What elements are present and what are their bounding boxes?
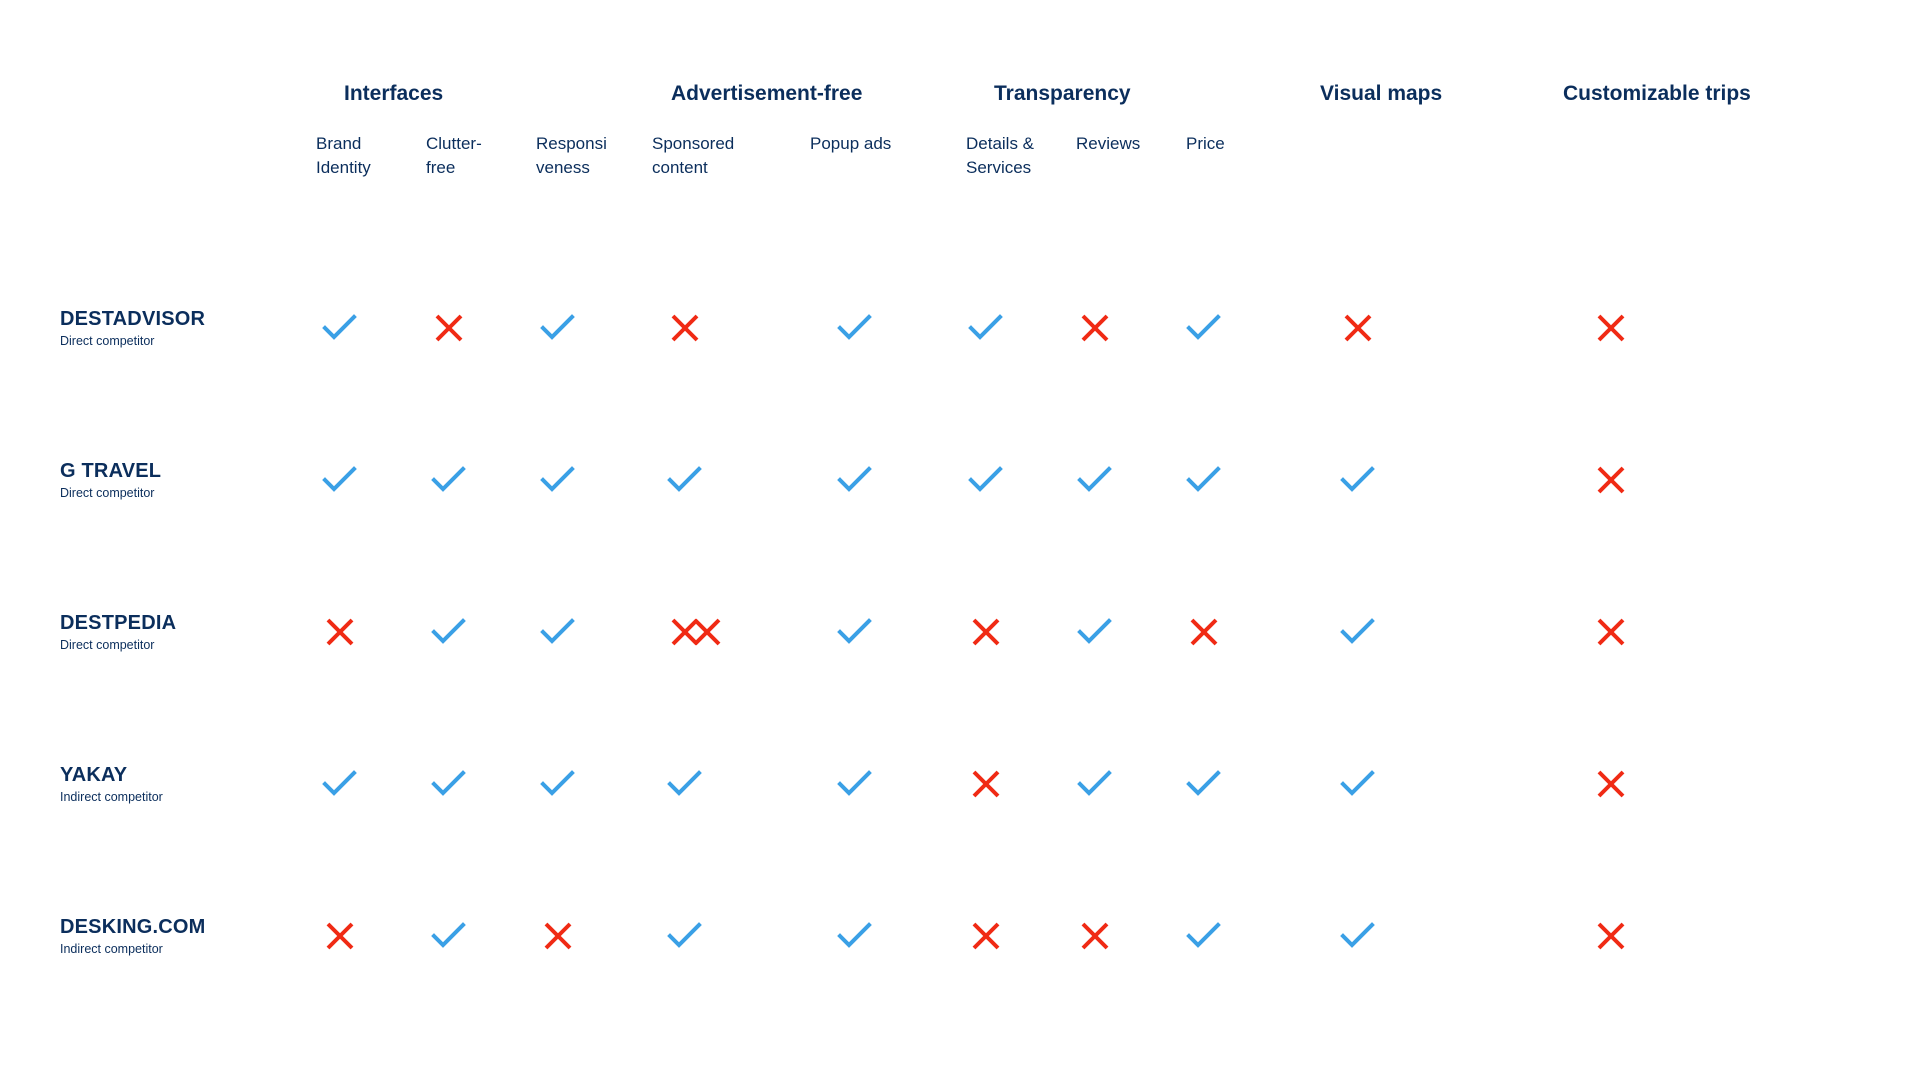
row-name: DESTPEDIA (60, 612, 177, 634)
cross-icon (320, 612, 360, 652)
row-label-g-travel (60, 460, 161, 500)
cross-icon (1075, 916, 1115, 956)
check-icon (538, 764, 578, 804)
row-type: Direct competitor (60, 334, 155, 348)
row-name: DESKING.COM (60, 916, 206, 938)
cross-icon (1591, 764, 1631, 804)
cross-icon (320, 916, 360, 956)
cross-icon (966, 612, 1006, 652)
row-name: YAKAY (60, 764, 128, 786)
check-icon (1075, 460, 1115, 500)
cross-icon (1591, 612, 1631, 652)
row-label-destpedia (60, 612, 176, 652)
check-icon (835, 764, 875, 804)
check-icon (835, 308, 875, 348)
check-icon (665, 460, 705, 500)
check-icon (538, 460, 578, 500)
group-header-interfaces: Interfaces (344, 82, 444, 105)
check-icon (320, 764, 360, 804)
check-icon (538, 612, 578, 652)
check-icon (966, 308, 1006, 348)
row-label-destadvisor (60, 308, 205, 348)
subheader-popup-ads: Popup ads (810, 134, 892, 153)
group-header-advertisement-free: Advertisement-free (671, 82, 863, 105)
subheader-clutter-free: Clutter- free (426, 134, 482, 177)
row-type: Direct competitor (60, 638, 155, 652)
check-icon (1338, 916, 1378, 956)
check-icon (1075, 764, 1115, 804)
check-icon (1184, 764, 1224, 804)
subheader-brand-identity: Brand Identity (316, 134, 371, 177)
cross-icon (966, 916, 1006, 956)
check-icon (320, 460, 360, 500)
check-icon (835, 460, 875, 500)
check-icon (665, 764, 705, 804)
cross-icon (665, 308, 705, 348)
check-icon (1338, 612, 1378, 652)
subheader-price: Price (1186, 134, 1225, 153)
check-icon (538, 308, 578, 348)
check-icon (1184, 308, 1224, 348)
group-header-visual-maps: Visual maps (1320, 82, 1443, 105)
check-icon (429, 916, 469, 956)
cross-icon (1075, 308, 1115, 348)
group-header-customizable-trips: Customizable trips (1563, 82, 1751, 105)
row-label-yakay (60, 764, 163, 804)
cross-icon (1338, 308, 1378, 348)
subheader-sponsored-content: Sponsored content (652, 134, 735, 177)
row-type: Indirect competitor (60, 942, 163, 956)
row-label-desking (60, 916, 206, 956)
check-icon (1184, 916, 1224, 956)
check-icon (665, 916, 705, 956)
cross-icon (687, 612, 727, 652)
cross-icon (1591, 916, 1631, 956)
cross-icon (1184, 612, 1224, 652)
row-name: G TRAVEL (60, 460, 162, 482)
check-icon (835, 612, 875, 652)
check-icon (429, 764, 469, 804)
subheader-responsiveness: Responsi veness (536, 134, 607, 177)
check-icon (1075, 612, 1115, 652)
cross-icon (966, 764, 1006, 804)
check-icon (1338, 764, 1378, 804)
row-type: Indirect competitor (60, 790, 163, 804)
check-icon (429, 612, 469, 652)
cross-icon (429, 308, 469, 348)
row-name: DESTADVISOR (60, 308, 206, 330)
cross-icon (538, 916, 578, 956)
row-type: Direct competitor (60, 486, 155, 500)
subheader-reviews: Reviews (1076, 134, 1141, 153)
cross-icon (1591, 460, 1631, 500)
check-icon (1338, 460, 1378, 500)
check-icon (835, 916, 875, 956)
subheader-details-services: Details & Services (966, 134, 1035, 177)
check-icon (429, 460, 469, 500)
check-icon (1184, 460, 1224, 500)
cross-icon (1591, 308, 1631, 348)
group-header-transparency: Transparency (994, 82, 1131, 105)
check-icon (966, 460, 1006, 500)
check-icon (320, 308, 360, 348)
